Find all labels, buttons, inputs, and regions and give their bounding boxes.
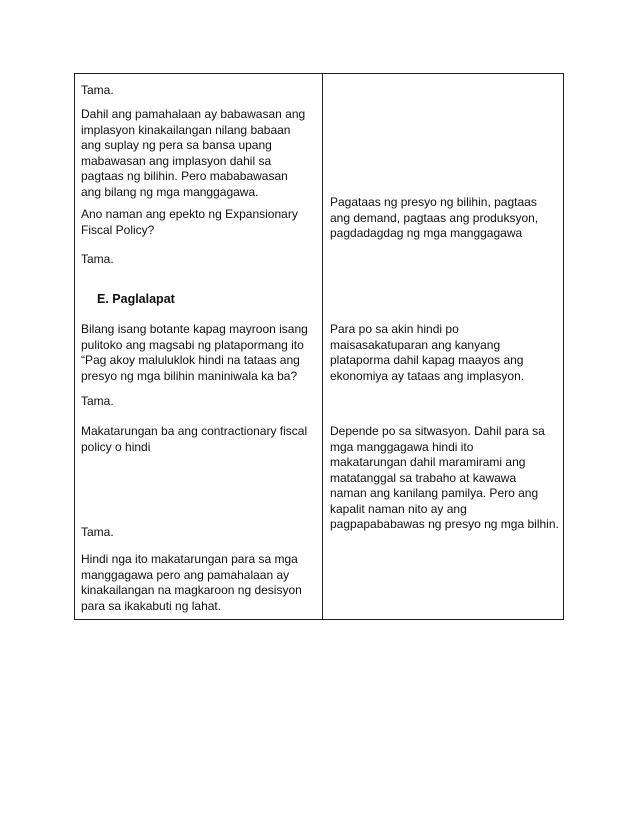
question-contractionary: Makatarungan ba ang contractionary fiscal policy o hindi (81, 424, 308, 454)
question-botante: Bilang isang botante kapag mayroon isang pulitoko ang magsabi ng platapormang ito “Pag akoy maluluklok hindi na tataas ang presyo ng mga bilihin maniniwala ka ba? (81, 322, 308, 383)
student-column (330, 74, 560, 619)
explanation-paragraph-2: Hindi nga ito makatarungan para sa mga manggagawa pero ang pamahalaan ay kinakailangan na magkaroon ng desisyon para sa ikakabuti ng lahat. (81, 552, 302, 613)
answer-contractionary: Depende po sa sitwasyon. Dahil para sa mga manggagawa hindi ito makatarungan dahil maramirami ang matatanggal sa trabaho at kawawa naman ang kanilang pamilya. Pero ang kapalit naman nito ay ang pagpapababawas ng presyo ng mga bilhin. (330, 424, 559, 531)
column-divider (322, 74, 323, 619)
section-heading-paglalapat: E. Paglalapat (97, 292, 175, 306)
lesson-table (74, 73, 564, 620)
answer-expansionary: Pagataas ng presyo ng bilihin, pagtaas ang demand, pagtaas ang produksyon, pagdadagdag ng mga manggagawa (330, 195, 539, 240)
tama-3: Tama. (81, 394, 114, 408)
question-expansionary: Ano naman ang epekto ng Expansionary Fiscal Policy? (81, 207, 298, 237)
explanation-paragraph-1: Dahil ang pamahalaan ay babawasan ang implasyon kinakailangan nilang babaan ang suplay ng pera sa bansa upang mabawasan ang implasyon dahil sa pagtaas ng bilihin. Pero mababawasan ang bilang ng mga manggagawa. (81, 107, 306, 199)
tama-2: Tama. (81, 252, 114, 266)
answer-botante: Para po sa akin hindi po maisasakatuparan ang kanyang plataporma dahil kapag maayos ang ekonomiya ay tataas ang implasyon. (330, 322, 525, 383)
tama-4: Tama. (81, 525, 114, 539)
tama-1: Tama. (81, 83, 114, 97)
teacher-column (81, 74, 317, 619)
